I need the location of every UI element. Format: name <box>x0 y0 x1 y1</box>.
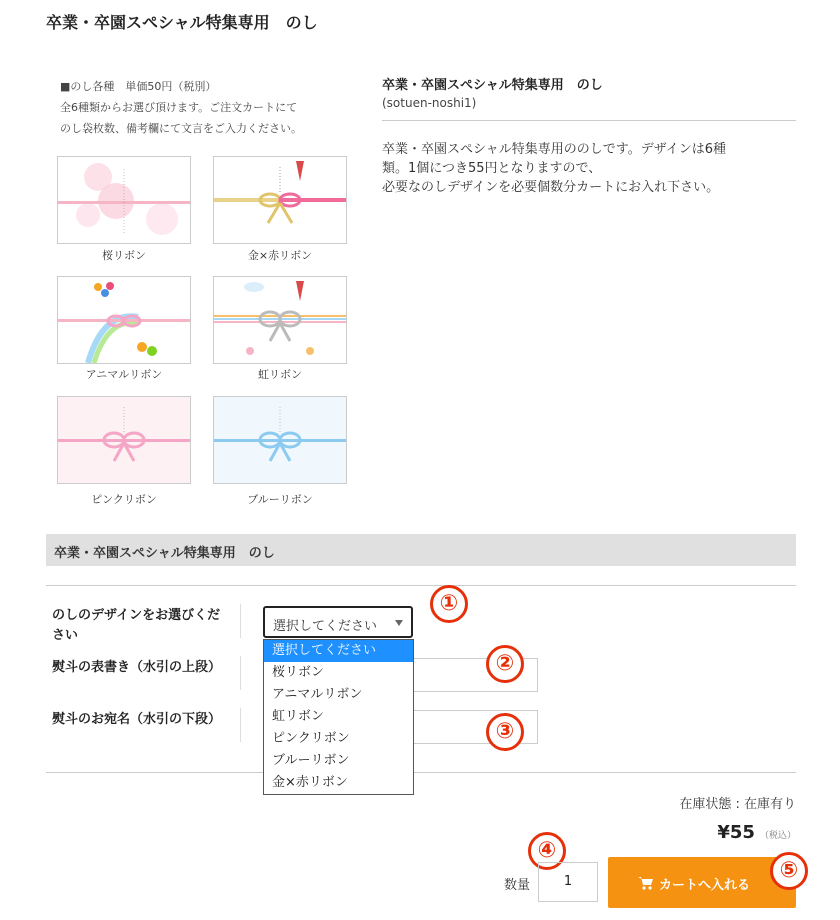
nosi-caption: アニマルリボン <box>85 368 163 381</box>
dropdown-option[interactable]: 選択してください <box>264 640 413 662</box>
dropdown-option[interactable]: 虹リボン <box>272 709 325 724</box>
select-value: 選択してください <box>273 619 378 634</box>
nosi-card-sakura <box>57 156 191 244</box>
stock-status: 在庫状態 : 在庫有り <box>679 797 796 812</box>
product-name: 卒業・卒園スペシャル特集専用 のし <box>382 78 603 93</box>
nosi-caption: 金×赤リボン <box>247 249 313 262</box>
divider <box>240 656 241 690</box>
dropdown-option[interactable]: アニマルリボン <box>272 687 363 702</box>
recipient-label: 熨斗のお宛名（水引の下段） <box>52 712 222 727</box>
nosi-card-animal <box>57 276 191 364</box>
add-to-cart-button[interactable] <box>608 857 796 908</box>
annotation-5: ⑤ <box>770 852 808 890</box>
price: ¥55 <box>717 822 755 843</box>
dropdown-option[interactable]: 桜リボン <box>272 665 325 680</box>
product-description: 卒業・卒園スペシャル特集専用ののしです。デザインは6種 類。1個につき55円となりますので、 必要なのしデザインを必要個数分カートにお入れ下さい。 <box>382 142 727 195</box>
nosi-caption: 虹リボン <box>258 368 302 381</box>
divider <box>382 120 796 121</box>
tax-note: （税込） <box>759 831 796 841</box>
design-select[interactable] <box>263 606 413 638</box>
annotation-1: ① <box>430 585 468 623</box>
quantity-input[interactable]: 1 <box>538 862 598 902</box>
divider <box>46 585 796 586</box>
cart-icon <box>638 876 653 890</box>
page-title: 卒業・卒園スペシャル特集専用 のし <box>46 13 318 32</box>
quantity-label: 数量 <box>504 878 531 893</box>
chevron-down-icon <box>395 620 403 626</box>
divider <box>240 708 241 742</box>
nosi-card-blue <box>213 396 347 484</box>
divider <box>46 772 796 773</box>
nosi-card-rainbow <box>213 276 347 364</box>
nosi-caption: 桜リボン <box>102 249 146 262</box>
dropdown-option[interactable]: ピンクリボン <box>272 731 350 746</box>
divider <box>240 604 241 638</box>
design-dropdown-list <box>263 639 414 795</box>
add-to-cart-label: カートへ入れる <box>659 878 751 893</box>
product-code: (sotuen-noshi1) <box>382 96 477 110</box>
dropdown-option[interactable]: ブルーリボン <box>272 753 350 768</box>
price-display <box>560 822 796 843</box>
dropdown-option[interactable]: 金×赤リボン <box>272 775 348 790</box>
nosi-caption: ピンクリボン <box>91 493 157 506</box>
annotation-4: ④ <box>528 832 566 870</box>
nosi-card-pink <box>57 396 191 484</box>
image-note: ■のし各種 単価50円（税別） 全6種類からお選び頂けます。ご注文カートにて のし袋枚数、備考欄にて文言をご入力ください。 <box>60 80 302 135</box>
section-header <box>46 534 796 566</box>
nosi-caption: ブルーリボン <box>247 493 313 506</box>
section-title: 卒業・卒園スペシャル特集専用 のし <box>54 546 275 561</box>
upper-text-label: 熨斗の表書き（水引の上段） <box>52 660 222 675</box>
design-label: のしのデザインをお選びください <box>52 608 221 643</box>
nosi-card-gold-red <box>213 156 347 244</box>
annotation-3: ③ <box>486 713 524 751</box>
annotation-2: ② <box>486 645 524 683</box>
